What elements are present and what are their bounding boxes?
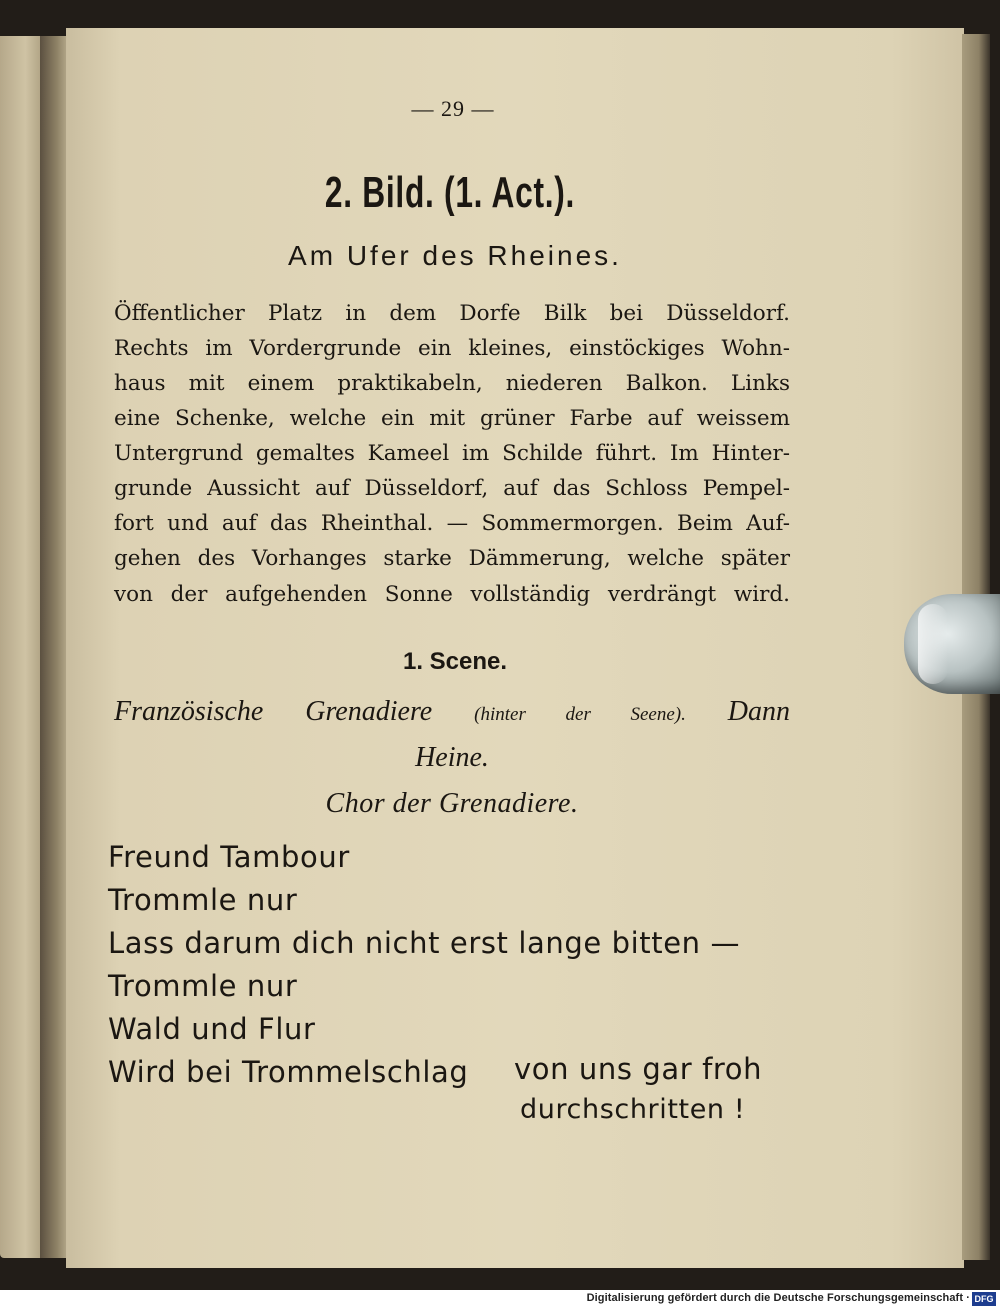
page-number: — 29 — — [411, 96, 495, 121]
page-subheading: Am Ufer des Rheines. — [288, 240, 622, 271]
persons-line-2: Heine. — [415, 742, 489, 773]
description-line: eine Schenke, welche ein mit grüner Farbe auf weissem — [114, 406, 790, 431]
verse-line-continuation: von uns gar froh — [514, 1052, 763, 1086]
description-line: grunde Aussicht auf Düsseldorf, auf das Schloss Pempel- — [114, 476, 790, 501]
digitization-footer — [0, 1290, 1000, 1309]
book-gutter — [40, 36, 68, 1258]
page-heading: 2. Bild. (1. Act.). — [324, 168, 576, 217]
description-line: von der aufgehenden Sonne vollständig verdrängt wird. — [114, 582, 790, 607]
persons-names: Französische Grenadiere — [114, 696, 433, 727]
verse-line: Trommle nur — [108, 969, 298, 1003]
persons-then: Dann — [727, 696, 791, 727]
verse-line: Freund Tambour — [108, 840, 350, 874]
verse-line: Lass darum dich nicht erst lange bitten — — [108, 926, 741, 960]
description-line: Untergrund gemaltes Kameel im Schilde führt. Im Hinter- — [114, 441, 790, 466]
funding-credit: Digitalisierung gefördert durch die Deutsche Forschungsgemeinschaft · — [586, 1292, 970, 1304]
verse-line: Wird bei Trommelschlag — [108, 1055, 469, 1089]
dfg-logo: DFG — [972, 1292, 996, 1306]
chorus-title: Chor der Grenadiere. — [325, 788, 579, 819]
description-line: Öffentlicher Platz in dem Dorfe Bilk bei Düsseldorf. — [114, 301, 790, 326]
verse-line-end: durchschritten ! — [520, 1094, 746, 1125]
description-line: fort und auf das Rheinthal. — Sommermorgen. Beim Auf- — [114, 511, 790, 536]
verse-line: Wald und Flur — [108, 1012, 316, 1046]
page-clip-highlight — [918, 604, 948, 684]
persons-line — [114, 696, 790, 728]
verse-line: Trommle nur — [108, 883, 298, 917]
scene-title: 1. Scene. — [402, 648, 508, 675]
description-line: Rechts im Vordergrunde ein kleines, einstöckiges Wohn- — [114, 336, 790, 361]
description-line: gehen des Vorhanges starke Dämmerung, welche später — [114, 546, 790, 571]
stage-direction: (hinter der Seene). — [474, 704, 686, 725]
description-line: haus mit einem praktikabeln, niederen Balkon. Links — [114, 371, 790, 396]
